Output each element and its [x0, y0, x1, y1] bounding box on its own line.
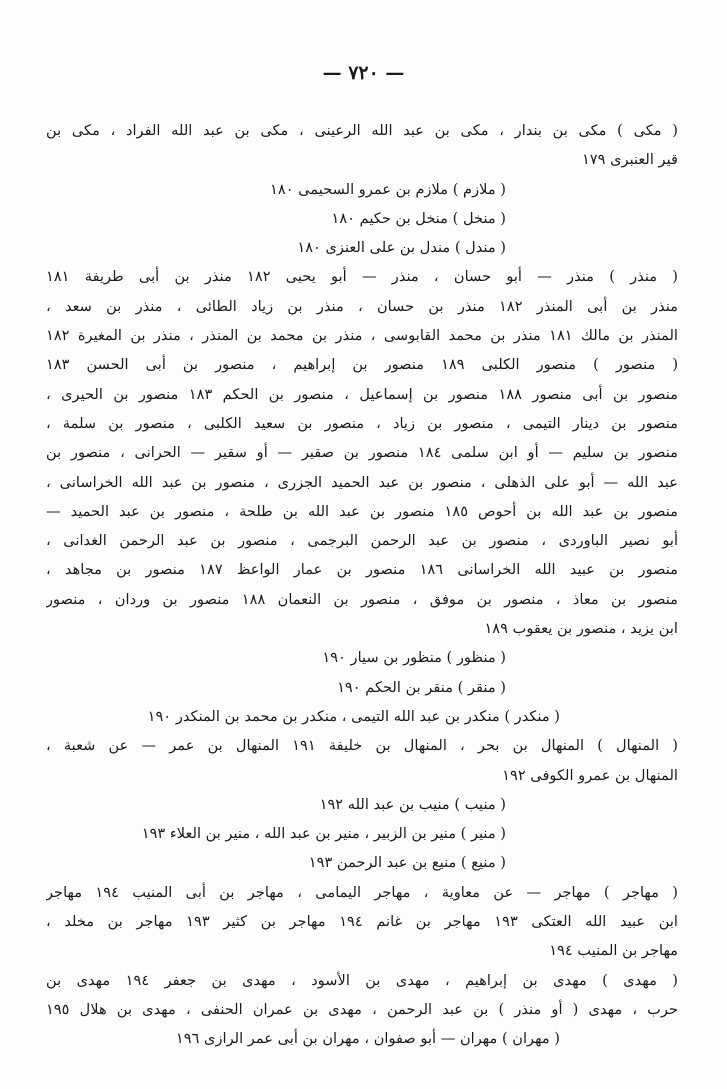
index-line: منصور بن عبد الله بن أحوص ١٨٥ منصور بن عبد الله بن طلحة ، منصور بن عبد الحميد —: [46, 502, 678, 520]
index-line: المنهال بن عمرو الكوفى ١٩٢: [502, 766, 678, 784]
index-line: منصور بن سليم — أو ابن سلمى ١٨٤ منصور بن صقير — أو سقير — الحرانى ، منصور بن: [46, 444, 678, 462]
index-line: حرب ، مهدى ( أو منذر ) بن عبد الرحمن ، مهدى بن عمران الحنفى ، مهدى بن هلال ١٩٥: [46, 1000, 678, 1018]
index-line: منصور بن عبيد الله الخراسانى ١٨٦ منصور بن عمار الواعظ ١٨٧ منصور بن مجاهد ،: [46, 561, 678, 579]
index-line: ( مهران ) مهران — أبو صفوان ، مهران بن أبى عمر الرازى ١٩٦: [175, 1030, 560, 1048]
index-line: ( مكى ) مكى بن بندار ، مكى بن عبد الله الرعينى ، مكى بن عبد الله الفراد ، مكى بن: [46, 122, 678, 139]
page-number: — ٧٢٠ —: [322, 62, 405, 84]
index-line: ابن عبيد الله العتكى ١٩٣ مهاجر بن غانم ١٩٤ مهاجر بن كثير ١٩٣ مهاجر بن مخلد ،: [46, 913, 678, 931]
index-line: ( ملازم ) ملازم بن عمرو السحيمى ١٨٠: [270, 180, 506, 198]
index-line: ( منظور ) منظور بن سيار ١٩٠: [322, 649, 506, 667]
index-line: ( منير ) منير بن الزبير ، منير بن عبد الله ، منير بن العلاء ١٩٣: [141, 825, 506, 843]
index-line: أبو نصير الباوردى ، منصور بن عبد الرحمن البرجمى ، منصور بن عبد الرحمن الغدانى ،: [46, 532, 678, 550]
index-line: ( مهاجر ) مهاجر — عن معاوية ، مهاجر اليمامى ، مهاجر بن أبى المنيب ١٩٤ مهاجر: [46, 883, 678, 901]
index-line: عبد الله — أبو على الذهلى ، منصور بن عبد الحميد الجزرى ، منصور بن عبد الله الخراسانى ،: [46, 473, 678, 491]
index-line: ابن يزيد ، منصور بن يعقوب ١٨٩: [484, 620, 678, 638]
index-line: منصور بن دينار التيمى ، منصور بن زياد ، منصور بن سعيد الكلبى ، منصور بن سلمة ،: [46, 414, 678, 432]
index-line: ( منيع ) منيع بن عبد الرحمن ١٩٣: [308, 854, 506, 872]
index-line: منصور بن أبى منصور ١٨٨ منصور بن إسماعيل ، منصور بن الحكم ١٨٣ منصور بن الحيرى ،: [46, 385, 678, 403]
index-line: ( منقر ) منقر بن الحكم ١٩٠: [337, 678, 506, 696]
index-line: ( منذر ) منذر — أبو حسان ، منذر — أبو يحيى ١٨٢ منذر بن أبى طريفة ١٨١: [46, 268, 678, 286]
index-line: ( منكدر ) منكدر بن عبد الله التيمى ، منكدر بن محمد بن المنكدر ١٩٠: [147, 707, 560, 725]
index-line: ( منخل ) منخل بن حكيم ١٨٠: [331, 209, 506, 227]
index-line: مهاجر بن المنيب ١٩٤: [549, 942, 678, 960]
index-line: منذر بن أبى المنذر ١٨٢ منذر بن حسان ، منذر بن زياد الطائى ، منذر بن سعد ،: [46, 297, 678, 315]
index-line: ( مندل ) مندل بن على العنزى ١٨٠: [297, 239, 506, 257]
index-line: ( مهدى ) مهدى بن إبراهيم ، مهدى بن الأسود ، مهدى بن جعفر ١٩٤ مهدى بن: [46, 971, 678, 989]
index-line: ( منيب ) منيب بن عبد الله ١٩٢: [319, 795, 506, 813]
index-body: [46, 116, 678, 1054]
index-line: منصور بن معاذ ، منصور بن موفق ، منصور بن النعمان ١٨٨ منصور بن وردان ، منصور: [46, 590, 678, 608]
index-line: المنذر بن مالك ١٨١ منذر بن محمد القابوسى ، منذر بن محمد بن المنذر ، منذر بن المغيرة ١٨٢: [46, 327, 678, 345]
index-line: ( منصور ) منصور الكلبى ١٨٩ منصور بن إبراهيم ، منصور بن أبى الحسن ١٨٣: [46, 356, 678, 374]
index-line: ( المنهال ) المنهال بن بحر ، المنهال بن خليفة ١٩١ المنهال بن عمر — عن شعبة ،: [46, 737, 678, 755]
index-line: قير العنبرى ١٧٩: [581, 151, 678, 169]
